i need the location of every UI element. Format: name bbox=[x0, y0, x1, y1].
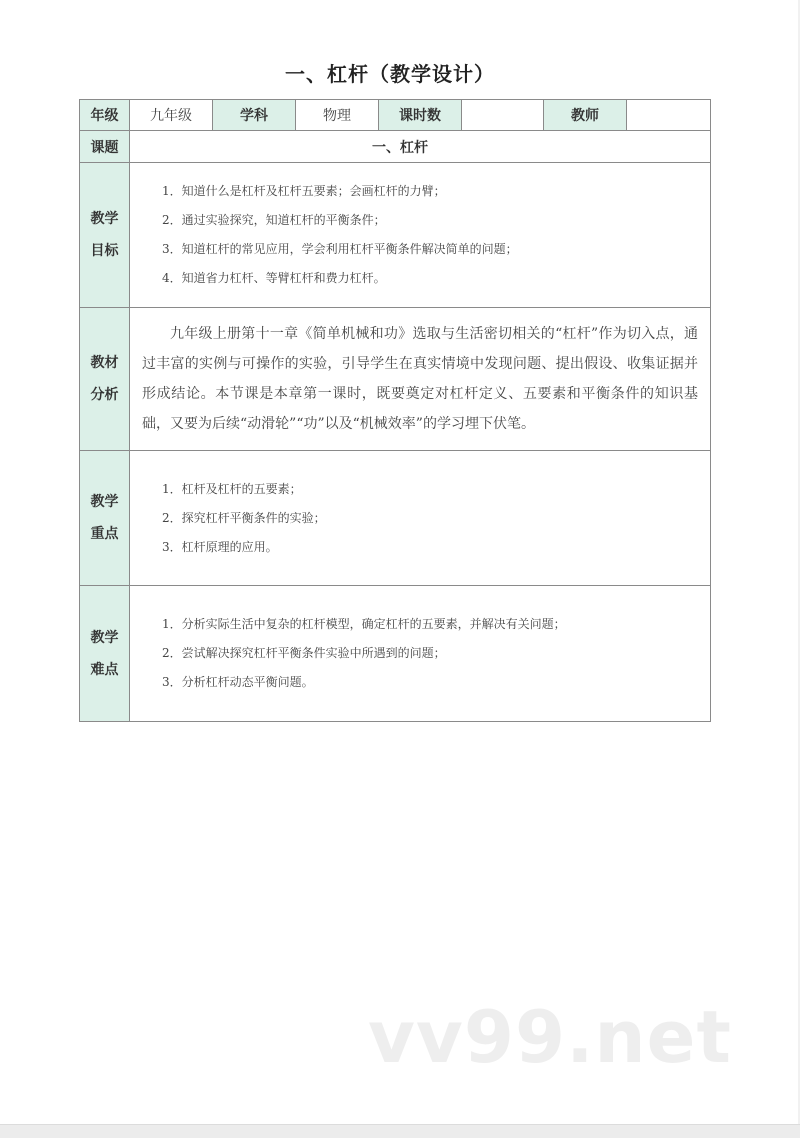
objectives-label-line2: 目标 bbox=[90, 243, 119, 259]
grade-value: 九年级 bbox=[130, 100, 213, 131]
list-item: 3．分析杠杆动态平衡问题。 bbox=[162, 675, 314, 689]
hours-label: 课时数 bbox=[379, 100, 462, 131]
list-item: 3．知道杠杆的常见应用，学会利用杠杆平衡条件解决简单的问题； bbox=[162, 242, 518, 256]
topic-row bbox=[80, 131, 711, 163]
list-item: 2．尝试解决探究杠杆平衡条件实验中所遇到的问题； bbox=[162, 646, 446, 660]
analysis-text: 九年级上册第十一章《简单机械和功》选取与生活密切相关的“杠杆”作为切入点，通过丰富的实例与可操作的实验，引导学生在真实情境中发现问题、提出假设、收集证据并形成结论。本节课是本章第一课时，既要奠定对杠杆定义、五要素和平衡条件的知识基础，又要为后续“动滑轮”“功”以及“机械效率”的学习埋下伏笔。 bbox=[130, 308, 711, 451]
key-points-label-line1: 教学 bbox=[90, 494, 119, 510]
list-item: 1．分析实际生活中复杂的杠杆模型，确定杠杆的五要素，并解决有关问题； bbox=[162, 617, 566, 631]
page-bottom-edge bbox=[0, 1124, 800, 1138]
list-item: 4．知道省力杠杆、等臂杠杆和费力杠杆。 bbox=[162, 271, 386, 285]
key-points-list bbox=[130, 451, 711, 586]
difficulties-row bbox=[80, 586, 711, 722]
teacher-label: 教师 bbox=[544, 100, 627, 131]
grade-label: 年级 bbox=[80, 100, 130, 131]
analysis-label-line2: 分析 bbox=[90, 387, 119, 403]
list-item: 2．通过实验探究，知道杠杆的平衡条件； bbox=[162, 213, 386, 227]
difficulties-list bbox=[130, 586, 711, 722]
difficulties-label-line1: 教学 bbox=[90, 629, 119, 646]
subject-label: 学科 bbox=[213, 100, 296, 131]
topic-label: 课题 bbox=[80, 131, 130, 163]
list-item: 1．杠杆及杠杆的五要素； bbox=[162, 481, 302, 496]
analysis-row bbox=[80, 308, 711, 451]
list-item: 2．探究杠杆平衡条件的实验； bbox=[162, 510, 326, 525]
key-points-row bbox=[80, 451, 711, 586]
lesson-plan-table bbox=[79, 99, 711, 722]
analysis-label-line1: 教材 bbox=[90, 355, 119, 371]
objectives-label-line1: 教学 bbox=[90, 211, 119, 227]
topic-value: 一、杠杆 bbox=[130, 131, 711, 163]
header-row bbox=[80, 100, 711, 131]
document-title: 一、杠杆（教学设计） bbox=[285, 62, 495, 86]
difficulties-label bbox=[80, 586, 130, 722]
objectives-label bbox=[80, 163, 130, 308]
teacher-value bbox=[627, 100, 711, 131]
list-item: 1．知道什么是杠杆及杠杆五要素；会画杠杆的力臂； bbox=[162, 184, 446, 198]
subject-value: 物理 bbox=[296, 100, 379, 131]
key-points-label bbox=[80, 451, 130, 586]
objectives-row bbox=[80, 163, 711, 308]
hours-value bbox=[462, 100, 544, 131]
objectives-list bbox=[130, 163, 711, 308]
key-points-label-line2: 重点 bbox=[90, 526, 119, 542]
analysis-label bbox=[80, 308, 130, 451]
list-item: 3．杠杆原理的应用。 bbox=[162, 539, 278, 554]
watermark-text: vv99.net bbox=[368, 995, 732, 1079]
difficulties-label-line2: 难点 bbox=[90, 661, 119, 678]
